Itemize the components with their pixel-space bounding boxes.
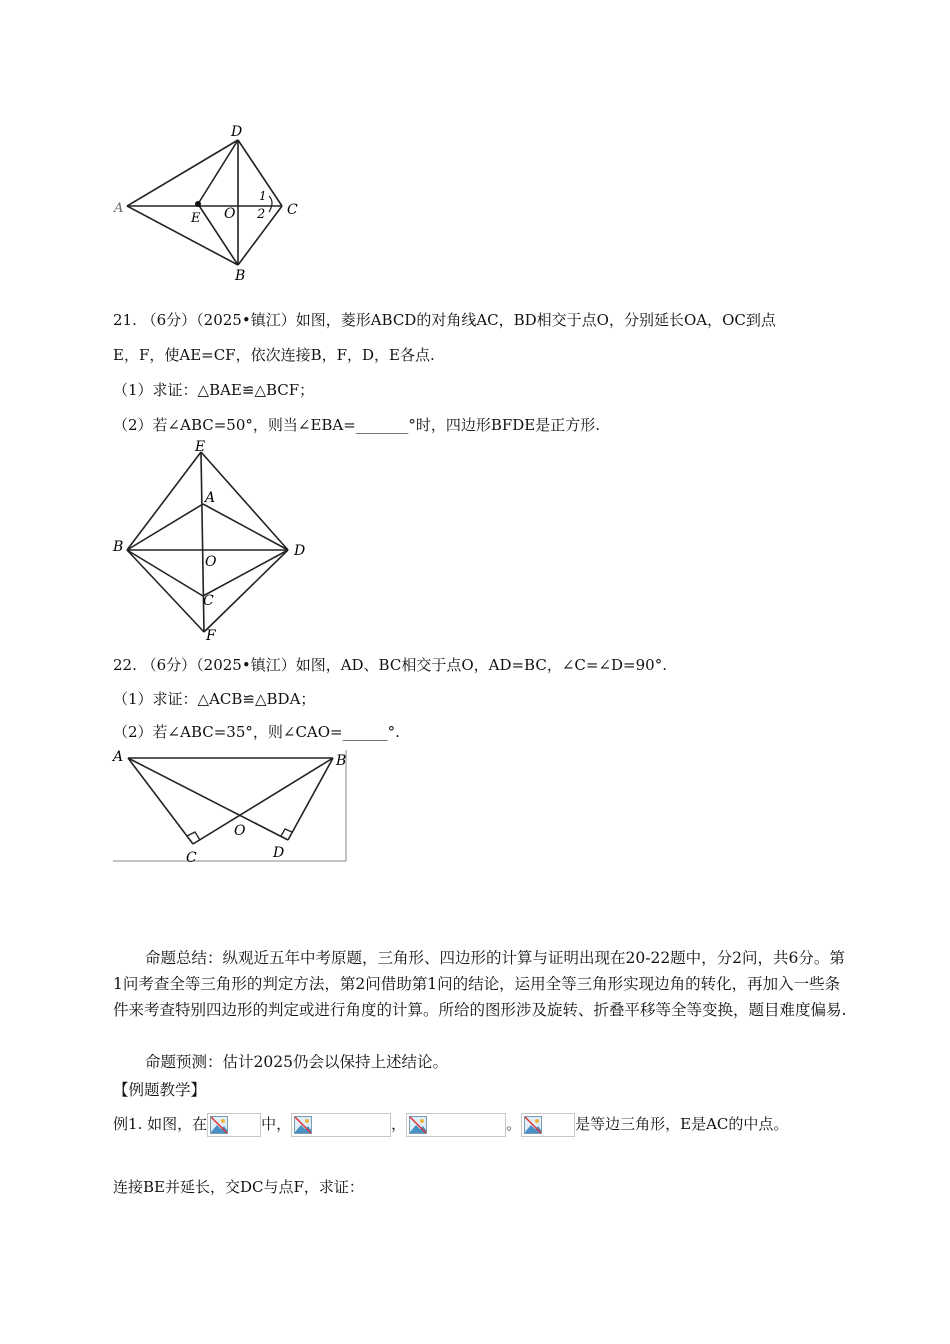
q22-part2: （2）若∠ABC=35°，则∠CAO=______°. [113,723,400,741]
label-1: 1 [259,189,267,203]
segment-cb [193,758,333,844]
segment-ac [128,758,193,844]
label-e: E [191,211,201,226]
q21-part2: （2）若∠ABC=50°，则当∠EBA=_______°时，四边形BFDE是正方形. [113,416,600,434]
label-b: B [336,753,347,769]
angle-arc [269,196,272,212]
example-heading: 【例题教学】 [113,1081,207,1099]
label-d: D [294,543,306,559]
label-d: D [273,845,285,861]
image-placeholder-1 [207,1113,261,1137]
segment-df [204,550,288,632]
label-2: 2 [257,207,266,222]
segment-ba [127,504,203,550]
example-zhong: 中， [261,1115,292,1133]
label-o: O [224,206,236,222]
label-c: C [287,202,298,218]
figure-q21-rhombus [105,438,320,643]
label-b: B [235,268,246,284]
q21-line2: E，F，使AE=CF，依次连接B，F，D，E各点. [113,346,435,364]
label-a: A [114,201,124,216]
prediction-paragraph: 命题预测：估计2025仍会以保持上述结论。 [145,1053,448,1071]
label-a: A [113,749,124,765]
image-placeholder-3 [406,1113,506,1137]
segment-ed [198,140,238,204]
label-f: F [206,628,216,643]
example-line-1 [113,1112,788,1137]
segment-eb [127,452,201,550]
segment-ad [203,504,288,550]
example-prefix: 例1. 如图，在 [113,1115,208,1133]
q22-line1: 22. （6分）（2025•镇江）如图，AD、BC相交于点O，AD=BC，∠C=∠D=90°. [113,656,667,674]
point-e [195,201,201,207]
label-b: B [113,539,124,555]
image-placeholder-2 [291,1113,391,1137]
segment-bc [127,550,203,596]
image-placeholder-icon [524,1116,542,1134]
figure-q20-kite [105,120,315,285]
segment-ab [127,206,238,265]
label-c: C [186,850,197,866]
segment-ad [127,140,238,206]
q21-part1: （1）求证：△BAE≌△BCF； [113,381,315,399]
image-placeholder-icon [210,1116,228,1134]
label-o: O [234,823,246,839]
segment-db [288,758,333,840]
label-d: D [231,124,243,140]
segment-bf [127,550,204,632]
q22-part1: （1）求证：△ACB≌△BDA； [113,690,316,708]
example-line-2: 连接BE并延长，交DC与点F，求证： [113,1178,364,1196]
image-placeholder-icon [409,1116,427,1134]
example-suffix: 是等边三角形，E是AC的中点。 [575,1115,789,1133]
figure-q22-triangles [108,745,353,870]
example-period: 。 [506,1115,522,1133]
q21-line1: 21. （6分）（2025•镇江）如图，菱形ABCD的对角线AC，BD相交于点O，分别延长OA，OC到点 [113,311,776,329]
label-o: O [205,554,217,570]
image-placeholder-icon [294,1116,312,1134]
label-e: E [195,439,206,455]
example-comma: ， [391,1115,407,1133]
segment-ad [128,758,288,840]
image-placeholder-4 [521,1113,575,1137]
summary-paragraph: 命题总结：纵观近五年中考原题，三角形、四边形的计算与证明出现在20-22题中，分2问，共6分。第1问考查全等三角形的判定方法，第2问借助第1问的结论，运用全等三角形实现边角的转化，再加入一些条件来考查特别四边形的判定或进行角度的计算。所给的图形涉及旋转、折叠平移等全等变换，题目难度偏易. [113,949,847,1019]
label-a: A [205,490,216,506]
label-c: C [203,593,214,609]
